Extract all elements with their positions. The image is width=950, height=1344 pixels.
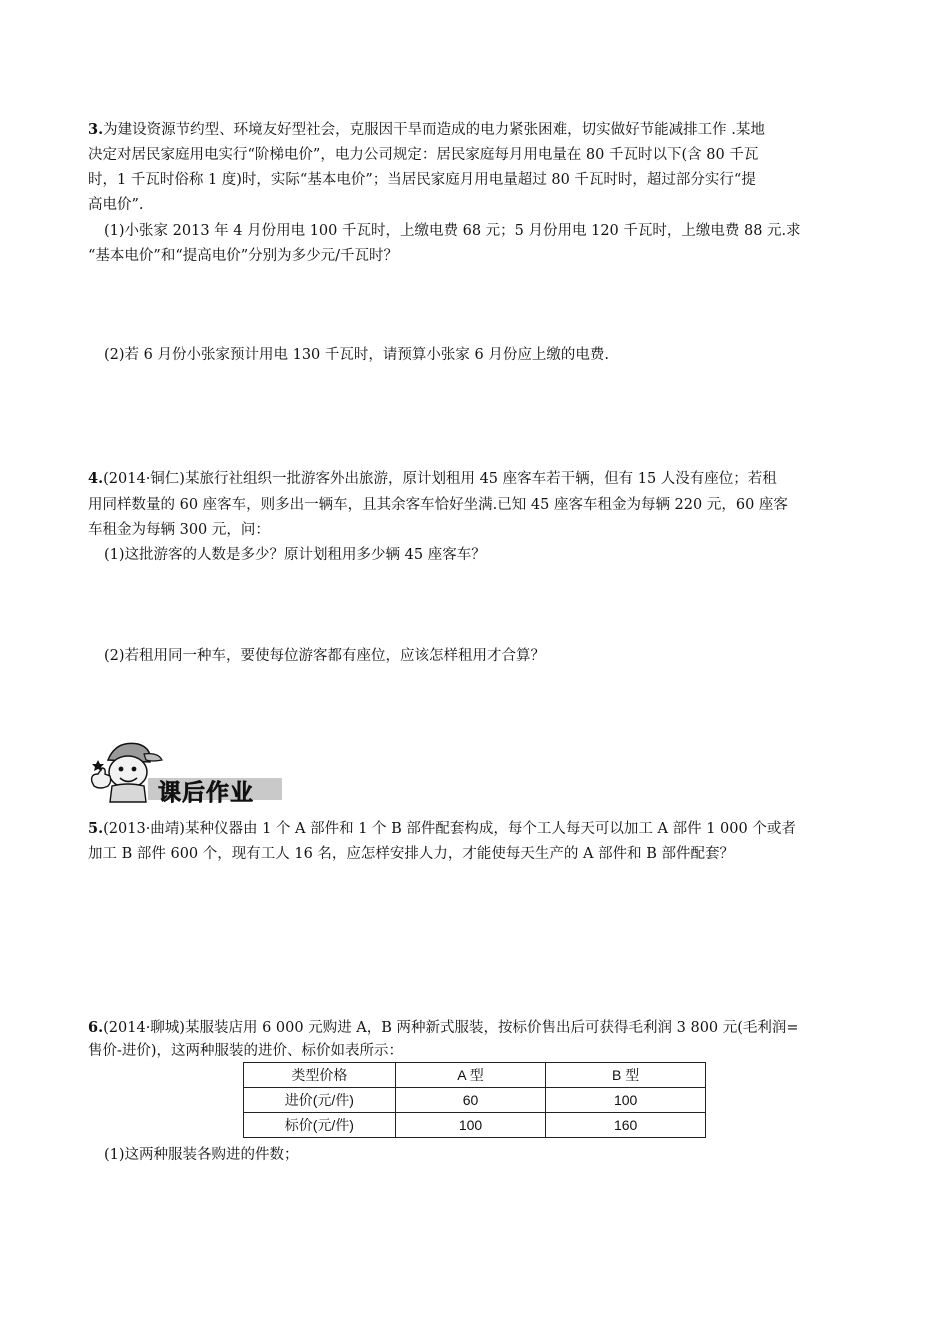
q5-line-1 [88,820,796,838]
banner-title: 课后作业 [158,780,254,806]
q4-text-1: (2014·铜仁)某旅行社组织一批游客外出旅游，原计划租用 45 座客车若干辆，但有 15 人没有座位；若租 [103,471,777,487]
table-row [244,1088,706,1113]
q5-text-1: (2013·曲靖)某种仪器由 1 个 A 部件和 1 个 B 部件配套构成，每个工人每天可以加工 A 部件 1 000 个或者 [103,821,796,837]
table-header-row [244,1063,706,1088]
table-cell: 160 [546,1113,706,1138]
table-header-cell: A 型 [395,1063,546,1088]
q6-part1: (1)这两种服装各购进的件数； [104,1147,299,1163]
q6-line-1 [88,1019,799,1037]
q4-part2: (2)若租用同一种车，要使每位游客都有座位，应该怎样租用才合算？ [104,648,546,664]
cartoon-boy-icon [86,738,166,804]
q4-number: 4. [88,470,104,487]
q3-part1-line-1: (1)小张家 2013 年 4 月份用电 100 千瓦时，上缴电费 68 元；5 月份用电 120 千瓦时，上缴电费 88 元.求 [104,223,801,239]
price-table [243,1062,706,1138]
q3-line-2: 决定对居民家庭用电实行“阶梯电价”，电力公司规定：居民家庭每月用电量在 80 千瓦时以下(含 80 千瓦 [88,147,759,163]
q4-part1: (1)这批游客的人数是多少？原计划租用多少辆 45 座客车？ [104,547,486,563]
table-cell: 100 [546,1088,706,1113]
table-cell: 100 [395,1113,546,1138]
table-cell: 进价(元/件) [244,1088,396,1113]
table-cell: 60 [395,1088,546,1113]
q3-line-3: 时，1 千瓦时俗称 1 度)时，实际“基本电价”；当居民家庭月用电量超过 80 千瓦时时，超过部分实行“提 [88,172,756,188]
q4-line-2: 用同样数量的 60 座客车，则多出一辆车，且其余客车恰好坐满.已知 45 座客车租金为每辆 220 元，60 座客 [88,497,788,513]
q4-line-3: 车租金为每辆 300 元，问： [88,522,270,538]
q3-part1-line-2: “基本电价”和“提高电价”分别为多少元/千瓦时？ [88,248,399,264]
q4-line-1 [88,470,777,488]
q6-text-1: (2014·聊城)某服装店用 6 000 元购进 A，B 两种新式服装，按标价售出后可获得毛利润 3 800 元(毛利润= [103,1020,799,1036]
q3-line-4: 高电价”. [88,197,144,213]
table-cell: 标价(元/件) [244,1113,396,1138]
q5-line-2: 加工 B 部件 600 个，现有工人 16 名，应怎样安排人力，才能使每天生产的 A 部件和 B 部件配套？ [88,846,734,862]
q3-text-1: 为建设资源节约型、环境友好型社会，克服因干旱而造成的电力紧张困难，切实做好节能减排工作 .某地 [103,122,765,138]
table-header-cell: 类型价格 [244,1063,396,1088]
q3-line-1 [88,121,765,139]
q6-line-2: 售价-进价)，这两种服装的进价、标价如表所示： [88,1043,404,1059]
q3-number: 3. [88,121,104,138]
homework-banner [86,738,286,804]
q5-number: 5. [88,820,104,837]
q3-part2: (2)若 6 月份小张家预计用电 130 千瓦时，请预算小张家 6 月份应上缴的电费. [104,347,609,363]
table-row [244,1113,706,1138]
q6-number: 6. [88,1019,104,1036]
table-header-cell: B 型 [546,1063,706,1088]
